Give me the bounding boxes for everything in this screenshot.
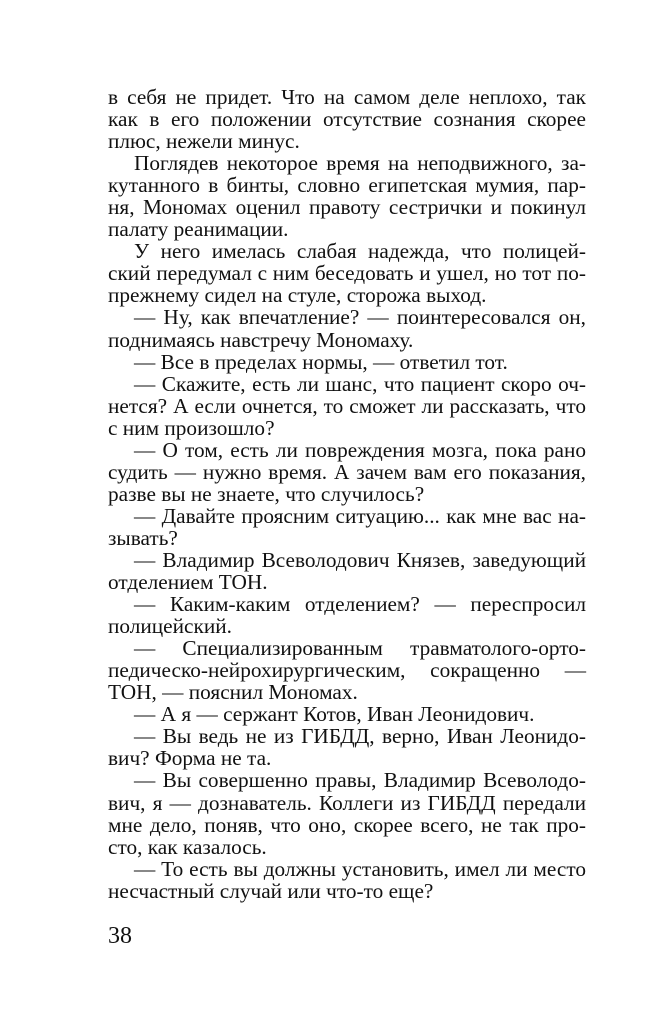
text-line: палату реанимации.	[108, 217, 289, 242]
text-line: — Давайте проясним ситуацию... как мне вас на-	[134, 503, 586, 528]
text-line: кутанного в бинты, словно египетская мумия, пар-	[108, 173, 586, 198]
text-line: — Владимир Всеволодович Князев, заведующий	[134, 547, 586, 572]
text-line: Поглядев некоторое время на неподвижного, за-	[134, 151, 586, 176]
text-line: нется? А если очнется, то сможет ли рассказать, что	[108, 393, 586, 418]
text-line: — Все в пределах нормы, — ответил тот.	[134, 349, 508, 374]
text-line: вич? Форма не та.	[108, 746, 272, 771]
text-line: плюс, нежели минус.	[108, 129, 300, 154]
text-line: — Вы совершенно правы, Владимир Всеволодо-	[134, 768, 586, 793]
text-line: — То есть вы должны установить, имел ли место	[134, 856, 586, 881]
text-line: ня, Мономах оценил правоту сестрички и покинул	[108, 195, 586, 220]
text-line: судить — нужно время. А зачем вам его показания,	[108, 459, 586, 484]
text-line: — Скажите, есть ли шанс, что пациент скоро оч-	[134, 371, 586, 396]
text-line: полицейский.	[108, 614, 232, 639]
text-line: — Ну, как впечатление? — поинтересовался он,	[134, 305, 586, 330]
text-line: разве вы не знаете, что случилось?	[108, 481, 425, 506]
text-line: У него имелась слабая надежда, что полицей-	[134, 239, 586, 264]
text-line: отделением ТОН.	[108, 570, 268, 595]
text-line: — Вы ведь не из ГИБДД, верно, Иван Леонидо-	[134, 724, 586, 749]
page-number: 38	[108, 923, 132, 949]
text-line: несчастный случай или что-то еще?	[108, 878, 434, 903]
text-line: — Каким-каким отделением? — переспросил	[134, 592, 586, 617]
body-text	[108, 86, 586, 902]
text-line: ский передумал с ним беседовать и ушел, но тот по-	[108, 261, 586, 286]
text-line: — О том, есть ли повреждения мозга, пока рано	[134, 437, 586, 462]
text-line: зывать?	[108, 525, 178, 550]
text-line: прежнему сидел на стуле, сторожа выход.	[108, 283, 487, 308]
text-line: в себя не придет. Что на самом деле неплохо, так	[108, 85, 586, 109]
text-line: вич, я — дознаватель. Коллеги из ГИБДД передали	[108, 790, 586, 815]
text-line: педическо-нейрохирургическим, сокращенно —	[108, 658, 586, 683]
text-line: сто, как казалось.	[108, 834, 267, 859]
text-line: — Специализированным травматолого-орто-	[134, 636, 586, 661]
text-line: с ним произошло?	[108, 415, 275, 440]
text-line: мне дело, поняв, что оно, скорее всего, не так про-	[108, 812, 586, 837]
text-line: поднимаясь навстречу Мономаху.	[108, 327, 414, 352]
text-line: как в его положении отсутствие сознания скорее	[108, 107, 586, 132]
text-line: — А я — сержант Котов, Иван Леонидович.	[134, 702, 535, 727]
text-line: ТОН, — пояснил Мономах.	[108, 680, 358, 705]
